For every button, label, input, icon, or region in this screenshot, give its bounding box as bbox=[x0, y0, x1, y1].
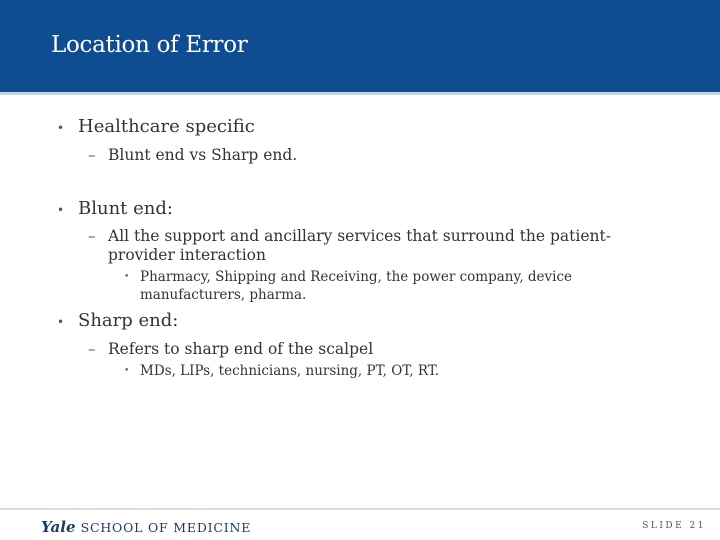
bullet-marker: • bbox=[57, 203, 65, 217]
sub-sub-bullet-blunt-examples-line2: manufacturers, pharma. bbox=[140, 287, 307, 303]
footer-divider bbox=[0, 508, 720, 510]
sub-bullet-blunt-end-line1: All the support and ancillary services that surround the patient- bbox=[108, 227, 611, 245]
dash-marker: – bbox=[88, 227, 96, 245]
logo-school-name: SCHOOL OF MEDICINE bbox=[80, 520, 252, 535]
dash-marker: – bbox=[88, 146, 96, 164]
sub-bullet-sharp-end: Refers to sharp end of the scalpel bbox=[108, 340, 374, 358]
yale-school-of-medicine-logo bbox=[41, 517, 251, 536]
bullet-healthcare-specific: Healthcare specific bbox=[78, 116, 255, 137]
sub-bullet-blunt-end-line2: provider interaction bbox=[108, 246, 266, 264]
bullet-marker: • bbox=[124, 272, 130, 282]
bullet-marker: • bbox=[57, 121, 65, 135]
bullet-marker: • bbox=[57, 315, 65, 329]
slide-number: SLIDE 21 bbox=[642, 521, 706, 531]
bullet-sharp-end: Sharp end: bbox=[78, 310, 179, 331]
sub-sub-bullet-sharp-examples: MDs, LIPs, technicians, nursing, PT, OT, RT. bbox=[140, 363, 440, 379]
bullet-blunt-end: Blunt end: bbox=[78, 198, 173, 219]
logo-yale-wordmark: Yale bbox=[41, 518, 76, 536]
sub-bullet-blunt-vs-sharp: Blunt end vs Sharp end. bbox=[108, 146, 298, 164]
bullet-marker: • bbox=[124, 366, 130, 376]
slide-title: Location of Error bbox=[51, 32, 248, 58]
dash-marker: – bbox=[88, 340, 96, 358]
sub-sub-bullet-blunt-examples-line1: Pharmacy, Shipping and Receiving, the power company, device bbox=[140, 269, 573, 285]
